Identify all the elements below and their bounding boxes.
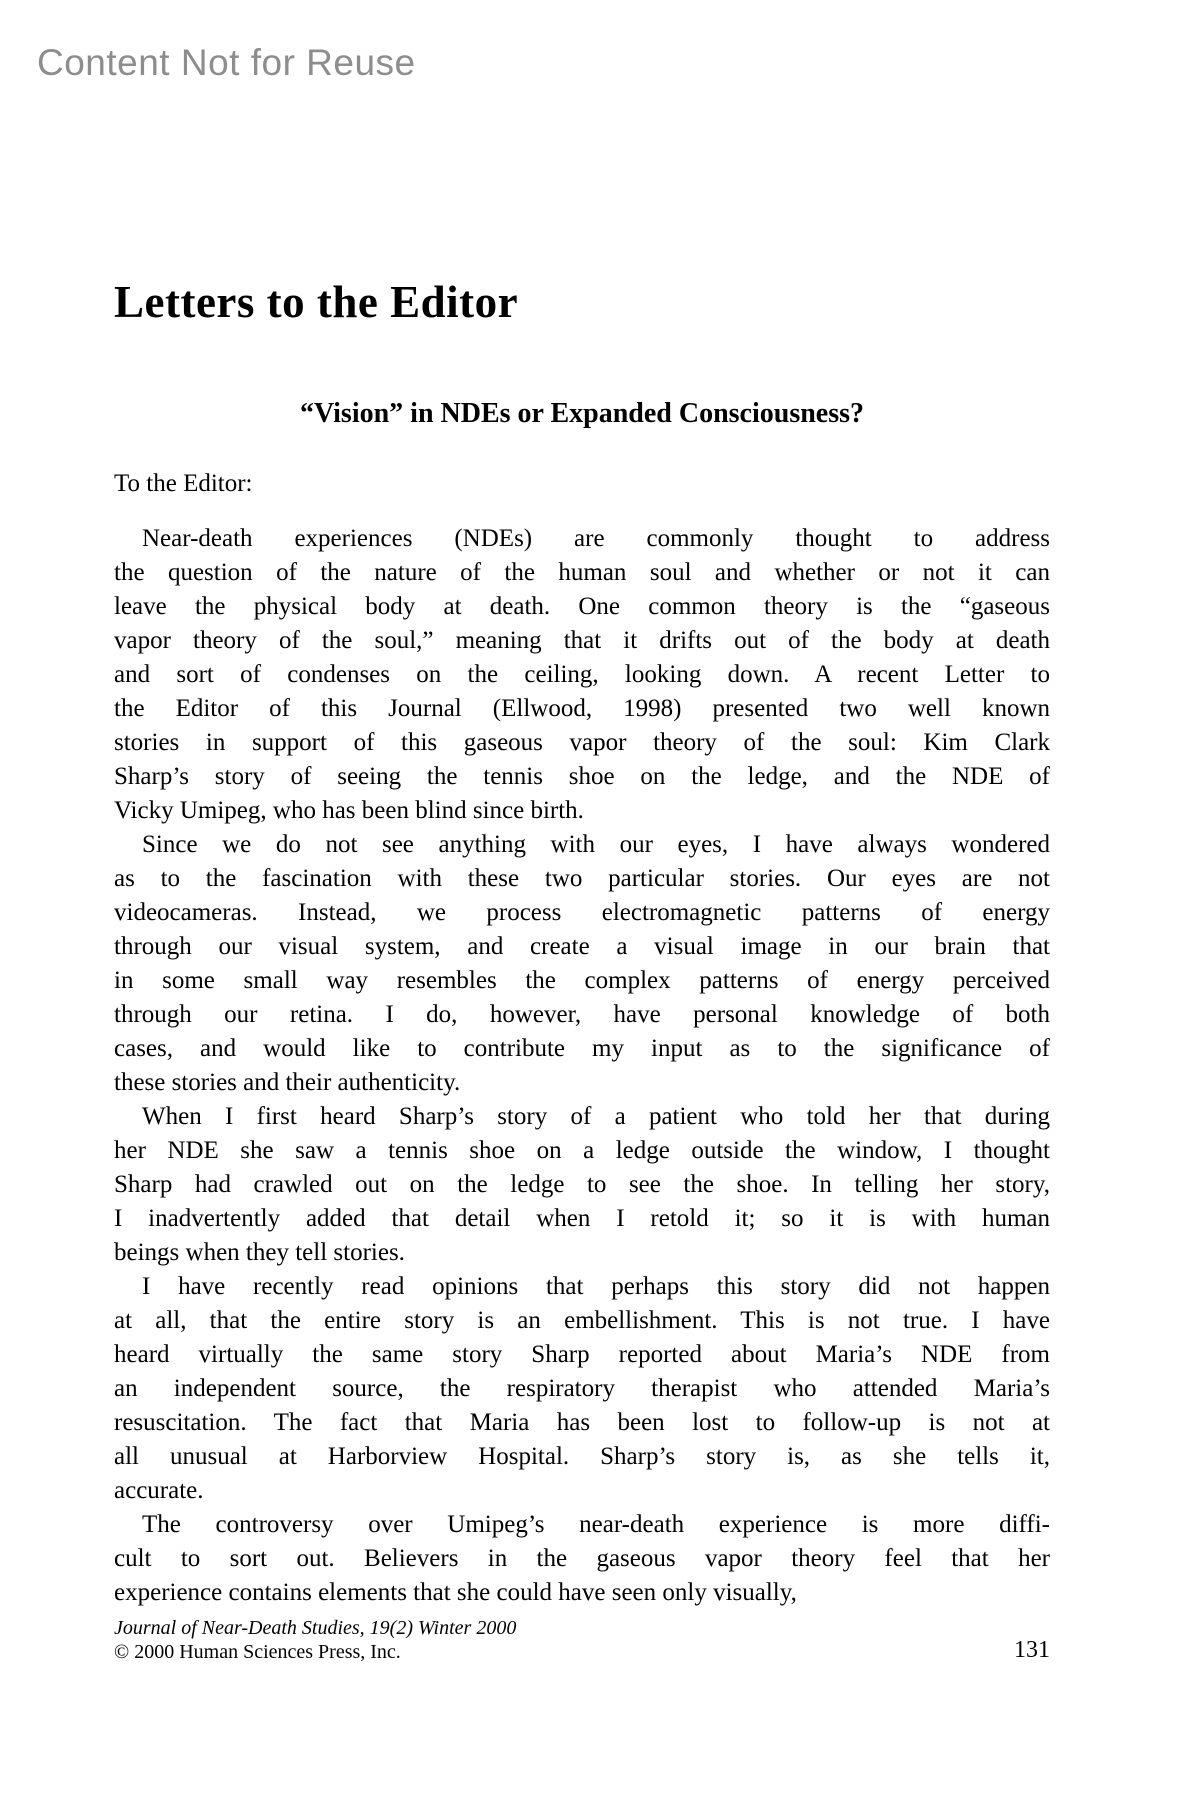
page-footer [114, 1616, 1050, 1666]
text-line: Sharp had crawled out on the ledge to see the shoe. In telling her story, [114, 1171, 1050, 1198]
text-line: the Editor of this Journal (Ellwood, 1998) presented two well known [114, 695, 1050, 722]
letter-body [114, 522, 1050, 1610]
text-line: an independent source, the respiratory therapist who attended Maria’s [114, 1375, 1050, 1402]
paragraph [114, 1270, 1050, 1508]
letter-title: “Vision” in NDEs or Expanded Consciousness? [299, 398, 865, 429]
text-line: I have recently read opinions that perhaps this story did not happen [142, 1273, 1050, 1300]
text-line: beings when they tell stories. [114, 1239, 405, 1266]
text-line: as to the fascination with these two particular stories. Our eyes are not [114, 865, 1050, 892]
paragraph [114, 1100, 1050, 1270]
text-line: resuscitation. The fact that Maria has been lost to follow-up is not at [114, 1409, 1050, 1436]
text-line: Sharp’s story of seeing the tennis shoe on the ledge, and the NDE of [114, 763, 1050, 790]
page-title: Letters to the Editor [114, 277, 519, 327]
text-line: through our visual system, and create a visual image in our brain that [114, 933, 1050, 960]
text-line: in some small way resembles the complex patterns of energy perceived [114, 967, 1050, 994]
text-line: When I first heard Sharp’s story of a patient who told her that during [142, 1103, 1050, 1130]
text-line: stories in support of this gaseous vapor theory of the soul: Kim Clark [114, 729, 1050, 756]
text-line: cases, and would like to contribute my input as to the significance of [114, 1035, 1050, 1062]
text-line: cult to sort out. Believers in the gaseous vapor theory feel that her [114, 1545, 1050, 1572]
journal-citation: Journal of Near-Death Studies, 19(2) Winter 2000 [114, 1617, 517, 1639]
text-line: experience contains elements that she could have seen only visually, [114, 1579, 797, 1606]
text-line: videocameras. Instead, we process electromagnetic patterns of energy [114, 899, 1050, 926]
text-line: I inadvertently added that detail when I retold it; so it is with human [114, 1205, 1050, 1232]
salutation: To the Editor: [114, 470, 253, 497]
text-line: all unusual at Harborview Hospital. Sharp’s story is, as she tells it, [114, 1443, 1050, 1470]
text-line: and sort of condenses on the ceiling, looking down. A recent Letter to [114, 661, 1050, 688]
page-number: 131 [1014, 1637, 1050, 1663]
text-line: leave the physical body at death. One common theory is the “gaseous [114, 593, 1050, 620]
text-line: through our retina. I do, however, have personal knowledge of both [114, 1001, 1050, 1028]
text-line: Since we do not see anything with our eyes, I have always wondered [142, 831, 1050, 858]
paragraph [114, 522, 1050, 828]
copyright-notice: © 2000 Human Sciences Press, Inc. [114, 1641, 401, 1663]
text-line: accurate. [114, 1477, 204, 1504]
text-line: vapor theory of the soul,” meaning that it drifts out of the body at death [114, 627, 1050, 654]
text-line: The controversy over Umipeg’s near-death experience is more diffi- [142, 1511, 1050, 1538]
paragraph [114, 1508, 1050, 1610]
text-line: the question of the nature of the human soul and whether or not it can [114, 559, 1050, 586]
text-line: these stories and their authenticity. [114, 1069, 461, 1096]
text-line: at all, that the entire story is an embellishment. This is not true. I have [114, 1307, 1050, 1334]
text-line: her NDE she saw a tennis shoe on a ledge outside the window, I thought [114, 1137, 1050, 1164]
text-line: heard virtually the same story Sharp reported about Maria’s NDE from [114, 1341, 1050, 1368]
watermark-text: Content Not for Reuse [37, 42, 416, 83]
paragraph [114, 828, 1050, 1100]
text-line: Near-death experiences (NDEs) are commonly thought to address [142, 525, 1050, 552]
text-line: Vicky Umipeg, who has been blind since birth. [114, 797, 584, 824]
